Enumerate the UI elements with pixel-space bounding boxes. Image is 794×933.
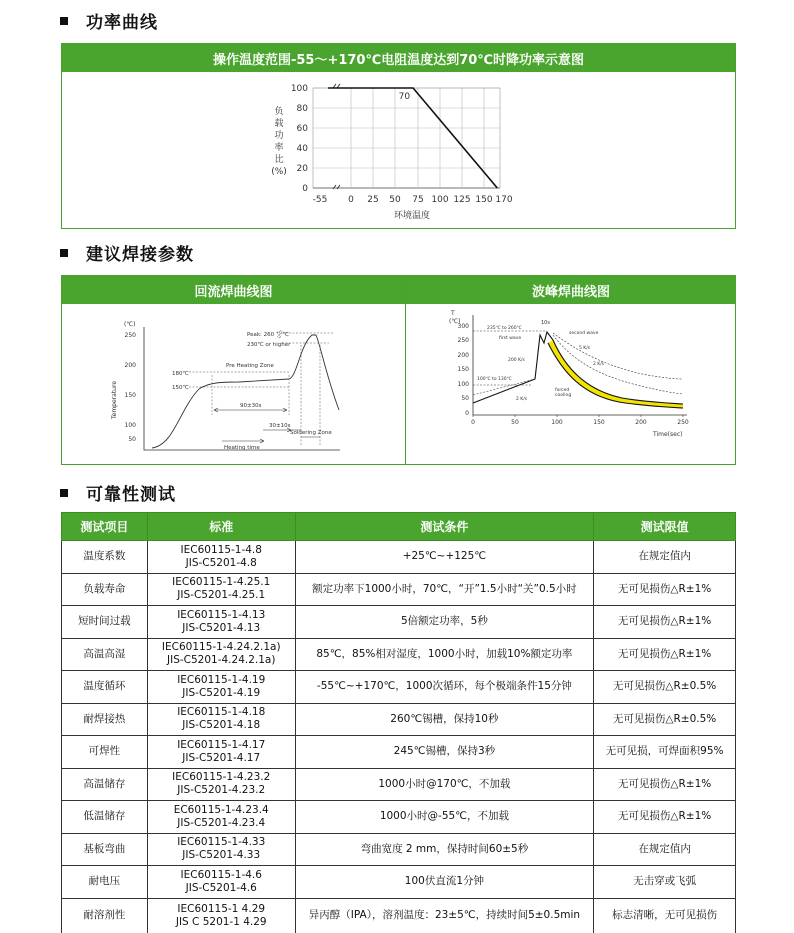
x-tick-labels — [313, 195, 513, 205]
section-header-solder — [60, 240, 194, 265]
table-row — [62, 638, 736, 671]
cell-condition: 额定功率下1000小时，70℃，“开”1.5小时“关”0.5小时 — [295, 573, 594, 606]
cell-limit: 无可见损，可焊面积95% — [594, 736, 736, 769]
reflow-peak-sub: -5 — [276, 334, 281, 339]
wave-pre: 100℃ to 130℃ — [477, 377, 512, 382]
reflow-higher: 230℃ or higher — [247, 342, 291, 348]
solder-panel — [61, 275, 736, 465]
wave-range: 235℃ to 260℃ — [487, 326, 522, 331]
reflow-header: 回流焊曲线图 — [62, 276, 405, 304]
reflow-t180: 180℃ — [172, 371, 189, 377]
x-tick-label: 125 — [453, 195, 471, 205]
ylabel-char: 载 — [274, 119, 284, 129]
cell-item: 耐焊接热 — [62, 703, 148, 736]
y-tick-label: 80 — [296, 104, 308, 114]
wave-k2a: 2 K/s — [593, 362, 605, 367]
reflow-solder-zone: Soldering Zone — [290, 430, 332, 436]
y-axis-label — [271, 105, 287, 177]
cell-standard: IEC60115-1-4.6 JIS-C5201-4.6 — [147, 866, 295, 899]
y-tick-label: 20 — [296, 164, 308, 174]
derating-series-line — [328, 88, 497, 188]
x-tick-label: 100 — [431, 195, 449, 205]
cell-item: 基板弯曲 — [62, 833, 148, 866]
table-row — [62, 801, 736, 834]
wave-unit: (℃) — [449, 318, 461, 325]
reflow-ylabel: Temperature — [111, 380, 118, 420]
wave-xtick: 150 — [593, 419, 605, 426]
section-header-reliability — [60, 480, 176, 505]
reflow-chart — [64, 305, 404, 463]
table-row — [62, 671, 736, 704]
wave-y-ticks — [458, 323, 470, 417]
cell-condition: 100伏直流1分钟 — [295, 866, 594, 899]
table-header-row — [62, 513, 736, 541]
reflow-unit: (℃) — [124, 321, 136, 328]
cell-limit: 在规定值内 — [594, 541, 736, 574]
section-header-power — [60, 8, 158, 33]
cell-limit: 无可见损伤△R±1% — [594, 801, 736, 834]
reflow-ytick: 50 — [128, 436, 136, 443]
x-tick-label: 0 — [348, 195, 354, 205]
cell-limit: 在规定值内 — [594, 833, 736, 866]
grid-frame — [313, 88, 500, 188]
cell-condition: 异丙醇（IPA），溶剂温度：23±5℃，持续时间5±0.5min — [295, 898, 594, 933]
cooling-curve-2k — [553, 335, 683, 394]
cell-condition: 1000小时@-55℃，不加载 — [295, 801, 594, 834]
cell-item: 短时间过载 — [62, 606, 148, 639]
chart-grid — [313, 88, 500, 188]
table-row — [62, 736, 736, 769]
cell-limit: 无可见损伤△R±1% — [594, 768, 736, 801]
cell-condition: 弯曲宽度 2 mm，保持时间60±5秒 — [295, 833, 594, 866]
wave-xtick: 0 — [471, 419, 475, 426]
cell-item: 高温高湿 — [62, 638, 148, 671]
axis-break-marks — [333, 84, 340, 189]
table-row — [62, 833, 736, 866]
cell-item: 低温储存 — [62, 801, 148, 834]
col-header-limit: 测试限值 — [594, 513, 736, 541]
wave-profile — [473, 332, 683, 404]
cell-item: 温度循环 — [62, 671, 148, 704]
cell-item: 可焊性 — [62, 736, 148, 769]
ylabel-char: 负 — [274, 107, 284, 117]
cell-item: 负载寿命 — [62, 573, 148, 606]
cell-item: 温度系数 — [62, 541, 148, 574]
reliability-table — [61, 512, 736, 933]
cell-standard: IEC60115-1-4.19 JIS-C5201-4.19 — [147, 671, 295, 704]
reflow-d30: 30±10s — [269, 423, 291, 429]
cell-item: 高温储存 — [62, 768, 148, 801]
wave-ytick: 150 — [457, 366, 469, 373]
cell-limit: 标志清晰，无可见损伤 — [594, 898, 736, 933]
wave-k200: 200 K/s — [508, 358, 525, 363]
wave-xtick: 200 — [635, 419, 647, 426]
cell-standard: IEC60115-1-4.24.2.1a) JIS-C5201-4.24.2.1a) — [147, 638, 295, 671]
reflow-t150: 150℃ — [172, 385, 189, 391]
reflow-y-ticks — [125, 332, 137, 443]
cell-standard: IEC60115-1-4.17 JIS-C5201-4.17 — [147, 736, 295, 769]
col-header-condition: 测试条件 — [295, 513, 594, 541]
cell-condition: 1000小时@170℃，不加载 — [295, 768, 594, 801]
cell-standard: EC60115-1-4.23.4 JIS-C5201-4.23.4 — [147, 801, 295, 834]
x-tick-label: 50 — [389, 195, 401, 205]
cell-standard: IEC60115-1 4.29 JIS C 5201-1 4.29 — [147, 898, 295, 933]
y-tick-labels — [291, 84, 308, 194]
wave-xtick: 50 — [511, 419, 519, 426]
wave-ytick: 200 — [457, 352, 469, 359]
power-curve-header: 操作温度范围-55～+170℃电阻温度达到70℃时降功率示意图 — [62, 44, 735, 72]
y-tick-label: 60 — [296, 124, 308, 134]
reflow-heating-time: Heating time — [224, 445, 260, 451]
cell-standard: IEC60115-1-4.33 JIS-C5201-4.33 — [147, 833, 295, 866]
wave-forced — [555, 387, 571, 398]
x-tick-label: 25 — [367, 195, 379, 205]
cell-limit: 无可见损伤△R±1% — [594, 573, 736, 606]
x-tick-label: -55 — [312, 195, 328, 205]
x-tick-label: 75 — [412, 195, 424, 205]
panel-divider — [405, 276, 406, 464]
wave-ytick: 0 — [465, 410, 469, 417]
y-tick-label: 0 — [302, 184, 308, 194]
cell-condition: 5倍额定功率，5秒 — [295, 606, 594, 639]
x-tick-label: 150 — [475, 195, 493, 205]
wave-chart — [407, 305, 735, 463]
cell-limit: 无击穿或飞弧 — [594, 866, 736, 899]
cell-condition: 260℃锡槽，保持10秒 — [295, 703, 594, 736]
reflow-peak — [247, 330, 289, 339]
section-title: 可靠性测试 — [86, 485, 176, 505]
cell-standard: IEC60115-1-4.23.2 JIS-C5201-4.23.2 — [147, 768, 295, 801]
reflow-preheat: Pre Heating Zone — [226, 363, 274, 369]
ylabel-char: 功 — [274, 131, 284, 141]
bullet-square — [60, 17, 68, 25]
table-row — [62, 898, 736, 933]
reflow-guides — [189, 333, 334, 445]
cell-condition: 85℃，85%相对湿度，1000小时，加载10%额定功率 — [295, 638, 594, 671]
wave-xtick: 250 — [677, 419, 689, 426]
cell-limit: 无可见损伤△R±1% — [594, 638, 736, 671]
section-title: 建议焊接参数 — [86, 245, 194, 265]
col-header-standard: 标准 — [147, 513, 295, 541]
cell-item: 耐电压 — [62, 866, 148, 899]
bullet-square — [60, 249, 68, 257]
wave-ytick: 100 — [457, 381, 469, 388]
wave-header: 波峰焊曲线图 — [406, 276, 736, 304]
reflow-ytick: 250 — [124, 332, 136, 339]
wave-t10: 10s — [541, 320, 550, 326]
heating-time-arrow — [222, 439, 264, 443]
bullet-square — [60, 489, 68, 497]
table-row — [62, 573, 736, 606]
ylabel-char: 比 — [274, 155, 284, 165]
wave-first: first wave — [499, 336, 522, 341]
cell-standard: IEC60115-1-4.13 JIS-C5201-4.13 — [147, 606, 295, 639]
x-tick-label: 170 — [495, 195, 513, 205]
table-row — [62, 768, 736, 801]
y-tick-label: 100 — [290, 84, 308, 94]
wave-forced-line1: forced — [555, 388, 570, 393]
cell-standard: IEC60115-1-4.8 JIS-C5201-4.8 — [147, 541, 295, 574]
cell-standard: IEC60115-1-4.18 JIS-C5201-4.18 — [147, 703, 295, 736]
cell-limit: 无可见损伤△R±1% — [594, 606, 736, 639]
section-title: 功率曲线 — [86, 13, 158, 33]
wave-ytick: 300 — [457, 323, 469, 330]
reflow-peak-value: Peak: 260 — [247, 332, 276, 338]
reflow-ytick: 100 — [124, 422, 136, 429]
y-tick-label: 40 — [296, 144, 308, 154]
reflow-peak-sup: +0 — [275, 330, 282, 335]
wave-k2b: 2 K/s — [516, 397, 528, 402]
wave-ytick: 250 — [457, 337, 469, 344]
wave-forced-line2: cooling — [555, 393, 572, 398]
power-curve-panel — [61, 43, 736, 229]
wave-second: second wave — [569, 331, 599, 336]
derating-chart — [62, 72, 735, 228]
knee-label: 70 — [398, 92, 411, 102]
wave-t-label: T — [451, 310, 455, 317]
cell-condition: +25℃~+125℃ — [295, 541, 594, 574]
table-row — [62, 541, 736, 574]
ylabel-char: (%) — [271, 167, 287, 177]
wave-x-ticks — [471, 419, 689, 426]
wave-k5: 5 K/s — [579, 346, 591, 351]
table-row — [62, 866, 736, 899]
cell-condition: -55℃~+170℃，1000次循环，每个极端条件15分钟 — [295, 671, 594, 704]
cell-limit: 无可见损伤△R±0.5% — [594, 671, 736, 704]
table-body — [62, 541, 736, 933]
wave-xlabel: Time(sec) — [653, 431, 683, 438]
cell-limit: 无可见损伤△R±0.5% — [594, 703, 736, 736]
reflow-peak-unit: ℃ — [280, 332, 289, 338]
cell-condition: 245℃锡槽，保持3秒 — [295, 736, 594, 769]
x-axis-label: 环境温度 — [393, 211, 431, 221]
cell-standard: IEC60115-1-4.25.1 JIS-C5201-4.25.1 — [147, 573, 295, 606]
reflow-ytick: 150 — [124, 392, 136, 399]
reflow-ytick: 200 — [124, 362, 136, 369]
reflow-d90: 90±30s — [240, 403, 262, 409]
table-row — [62, 606, 736, 639]
cell-item: 耐溶剂性 — [62, 898, 148, 933]
wave-xtick: 100 — [551, 419, 563, 426]
col-header-item: 测试项目 — [62, 513, 148, 541]
ylabel-char: 率 — [274, 143, 284, 153]
wave-ytick: 50 — [461, 395, 469, 402]
table-row — [62, 703, 736, 736]
